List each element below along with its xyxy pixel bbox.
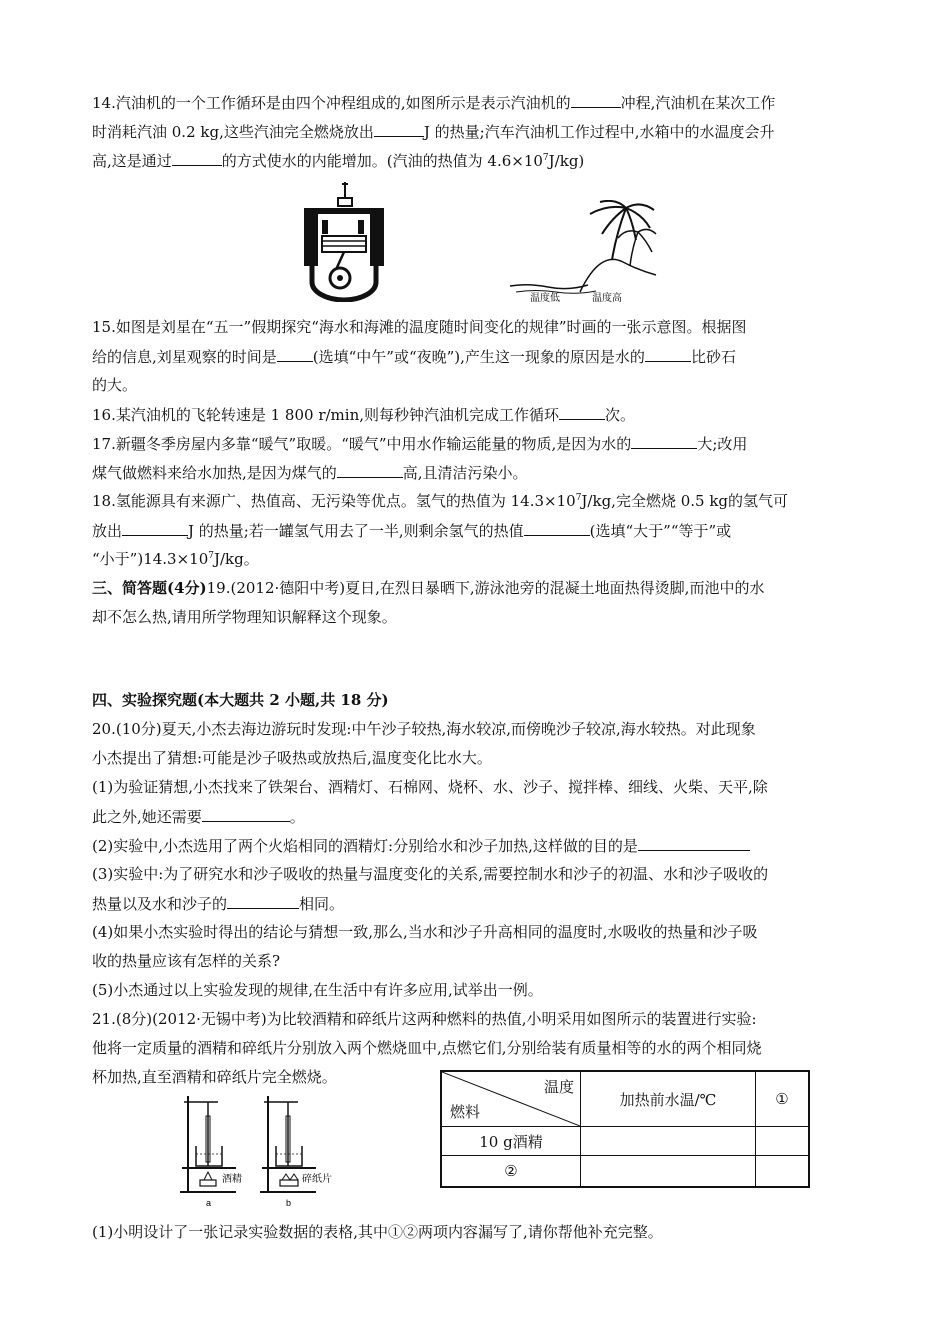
q20-line-3: (1)为验证猜想,小杰找来了铁架台、酒精灯、石棉网、烧杯、水、沙子、搅拌棒、细线、火柴、天平,除 [92, 778, 768, 796]
answer-blank [631, 433, 697, 449]
burning-apparatus-figure [178, 1094, 358, 1210]
q15-line-1: 15.如图是刘星在“五一”假期探究“海水和海滩的温度随时间变化的规律”时画的一张示意图。根据图 [92, 318, 747, 336]
answer-blank [571, 92, 621, 108]
label-high-temperature: 温度高 [592, 293, 622, 304]
answer-blank [172, 150, 222, 166]
q16-line: 16.某汽油机的飞轮转速是 1 800 r/min,则每秒钟汽油机完成工作循环 次。 [92, 406, 636, 424]
answer-blank [374, 121, 424, 137]
answer-blank [122, 520, 188, 536]
q14-line-1: 14.汽油机的一个工作循环是由四个冲程组成的,如图所示是表示汽油机的 冲程,汽油机在某次工作 [92, 94, 776, 112]
cell-empty [581, 1127, 756, 1156]
cell-empty [756, 1127, 810, 1156]
q14-line-3: 高,这是通过 的方式使水的内能增加。(汽油的热值为 $4.6\times 10^7J/kg$) [92, 152, 585, 170]
q20-line-8: (4)如果小杰实验时得出的结论与猜想一致,那么,当水和沙子升高相同的温度时,水吸收的热量和沙子吸 [92, 923, 758, 941]
q21-line-4: (1)小明设计了一张记录实验数据的表格,其中①②两项内容漏写了,请你帮他补充完整。 [92, 1223, 663, 1241]
q15-line-2: 给的信息,刘星观察的时间是 (选填“中午”或“夜晚”),产生这一现象的原因是水的 比砂石 [92, 348, 736, 366]
header-water-temp-before: 加热前水温/℃ [581, 1071, 756, 1127]
cell-empty [581, 1156, 756, 1188]
q18-line-3: “小于$”)14.3\times 10^7J/kg$。 [92, 550, 259, 568]
q18-line-2: 放出 J 的热量;若一罐氢气用去了一半,则剩余氢气的热值 (选填“大于”“等于”或 [92, 522, 732, 540]
q19-line-1: 三、简答题(4分)19.(2012·德阳中考)夏日,在烈日暴晒下,游泳池旁的混凝土地面热得烫脚,而池中的水 [92, 579, 765, 597]
q21-line-2: 他将一定质量的酒精和碎纸片分别放入两个燃烧皿中,点燃它们,分别给装有质量相等的水的两个相同烧 [92, 1039, 762, 1057]
q14-line-2: 时消耗汽油 0.2 kg,这些汽油完全燃烧放出 J 的热量;汽车汽油机工作过程中,水箱中的水温度会升 [92, 123, 775, 141]
q20-line-2: 小杰提出了猜想:可能是沙子吸热或放热后,温度变化比水大。 [92, 749, 492, 767]
header-missing-1: ① [756, 1071, 810, 1127]
q20-line-4: 此之外,她还需要 。 [92, 808, 305, 826]
data-record-table [440, 1070, 810, 1188]
q20-line-7: 热量以及水和沙子的 相同。 [92, 895, 345, 913]
header-temperature: 温度 [543, 1078, 574, 1096]
q21-line-1: 21.(8分)(2012·无锡中考)为比较酒精和碎纸片这两种燃料的热值,小明采用如图所示的装置进行实验: [92, 1010, 757, 1028]
answer-blank [645, 346, 691, 362]
apparatus-a [180, 1096, 242, 1208]
section-3-heading: 三、简答题(4分) [92, 579, 207, 597]
answer-blank [337, 462, 403, 478]
caption-a: a [206, 1198, 212, 1208]
cell-empty [756, 1156, 810, 1188]
label-low-temperature: 温度低 [530, 293, 560, 304]
header-fuel: 燃料 [450, 1103, 481, 1121]
answer-blank [277, 346, 313, 362]
answer-blank [524, 520, 590, 536]
answer-blank [559, 404, 605, 420]
q17-line-1: 17.新疆冬季房屋内多靠“暖气”取暖。“暖气”中用水作输运能量的物质,是因为水的 大;改用 [92, 435, 748, 453]
q17-line-2: 煤气做燃料来给水加热,是因为煤气的 高,且清洁污染小。 [92, 464, 528, 482]
row-alcohol-label: 10 g酒精 [441, 1127, 581, 1156]
q20-line-1: 20.(10分)夏天,小杰去海边游玩时发现:中午沙子较热,海水较凉,而傍晚沙子较凉,海水较热。对此现象 [92, 720, 756, 738]
apparatus-b [260, 1096, 332, 1208]
answer-blank [202, 806, 290, 822]
answer-blank [227, 893, 299, 909]
q20-line-5: (2)实验中,小杰选用了两个火焰相同的酒精灯:分别给水和沙子加热,这样做的目的是 [92, 835, 750, 856]
q21-line-3: 杯加热,直至酒精和碎纸片完全燃烧。 [92, 1068, 337, 1086]
diagonal-header-cell [441, 1071, 581, 1127]
label-alcohol: 酒精 [222, 1174, 242, 1185]
section-4-heading: 四、实验探究题(本大题共 2 小题,共 18 分) [92, 691, 389, 709]
row-missing-2-label: ② [441, 1156, 581, 1188]
q20-line-6: (3)实验中:为了研究水和沙子吸收的热量与温度变化的关系,需要控制水和沙子的初温、水和沙子吸收的 [92, 865, 769, 883]
beach-temperature-figure [508, 200, 658, 308]
q20-line-9: 收的热量应该有怎样的关系? [92, 952, 281, 970]
label-paper: 碎纸片 [302, 1174, 332, 1185]
q19-line-2: 却不怎么热,请用所学物理知识解释这个现象。 [92, 608, 397, 626]
q15-line-3: 的大。 [92, 376, 138, 394]
caption-b: b [286, 1198, 292, 1208]
engine-cylinder-figure [298, 180, 388, 302]
answer-blank [638, 835, 750, 851]
q18-line-1: 18.氢能源具有来源广、热值高、无污染等优点。氢气的热值为 $14.3\times 10^7J/kg$,完全燃烧 0.5 kg的氢气可 [92, 492, 789, 510]
q20-line-10: (5)小杰通过以上实验发现的规律,在生活中有许多应用,试举出一例。 [92, 981, 543, 999]
